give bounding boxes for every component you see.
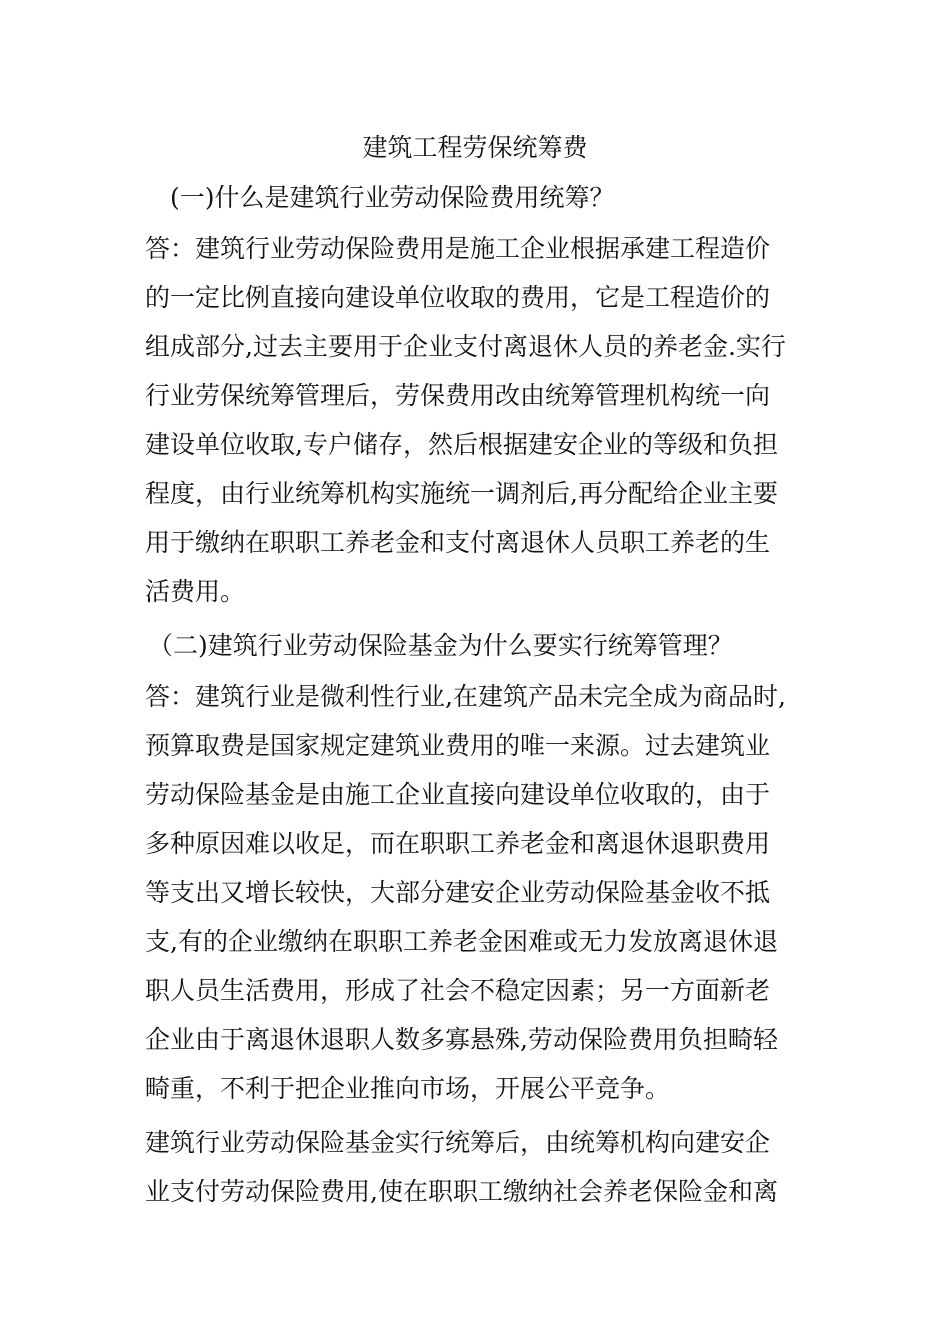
question-2-heading: （二)建筑行业劳动保险基金为什么要实行统筹管理？	[148, 631, 733, 660]
answer-2-line: 预算取费是国家规定建筑业费用的唯一来源。过去建筑业	[145, 731, 771, 760]
answer-1-line: 活费用。	[145, 577, 246, 606]
answer-2-line: 答：建筑行业是微利性行业,在建筑产品未完全成为商品时,	[145, 682, 786, 711]
answer-2-line: 支,有的企业缴纳在职职工养老金困难或无力发放离退休退	[145, 927, 778, 956]
answer-2-line: 企业由于离退休退职人数多寡悬殊,劳动保险费用负担畸轻	[145, 1025, 778, 1054]
answer-1-line: 的一定比例直接向建设单位收取的费用，它是工程造价的	[145, 283, 771, 312]
answer-2-line: 等支出又增长较快，大部分建安企业劳动保险基金收不抵	[145, 878, 771, 907]
answer-2-paragraph	[145, 672, 805, 1113]
answer-2-line: 劳动保险基金是由施工企业直接向建设单位收取的，由于	[145, 780, 771, 809]
document-title: 建筑工程劳保统筹费	[362, 133, 588, 162]
answer-1-line: 用于缴纳在职职工养老金和支付离退休人员职工养老的生	[145, 528, 771, 557]
paragraph-3-line: 建筑行业劳动保险基金实行统筹后，由统筹机构向建安企	[145, 1128, 771, 1157]
answer-2-line: 畸重，不利于把企业推向市场，开展公平竞争。	[145, 1074, 671, 1103]
answer-1-line: 程度，由行业统筹机构实施统一调剂后,再分配给企业主要	[145, 479, 778, 508]
answer-1-line: 答：建筑行业劳动保险费用是施工企业根据承建工程造价	[145, 234, 771, 263]
answer-1-paragraph	[145, 224, 805, 616]
answer-2-line: 多种原因难以收足，而在职职工养老金和离退休退职费用	[145, 829, 771, 858]
question-1-heading: (一)什么是建筑行业劳动保险费用统筹？	[170, 183, 615, 212]
answer-1-line: 行业劳保统筹管理后，劳保费用改由统筹管理机构统一向	[145, 381, 771, 410]
answer-2-line: 职人员生活费用，形成了社会不稳定因素；另一方面新老	[145, 976, 771, 1005]
paragraph-3	[145, 1118, 805, 1216]
paragraph-3-line: 业支付劳动保险费用,使在职职工缴纳社会养老保险金和离	[145, 1177, 778, 1206]
answer-1-line: 建设单位收取,专户储存，然后根据建安企业的等级和负担	[145, 430, 778, 459]
answer-1-line: 组成部分,过去主要用于企业支付离退休人员的养老金.实行	[145, 332, 786, 361]
